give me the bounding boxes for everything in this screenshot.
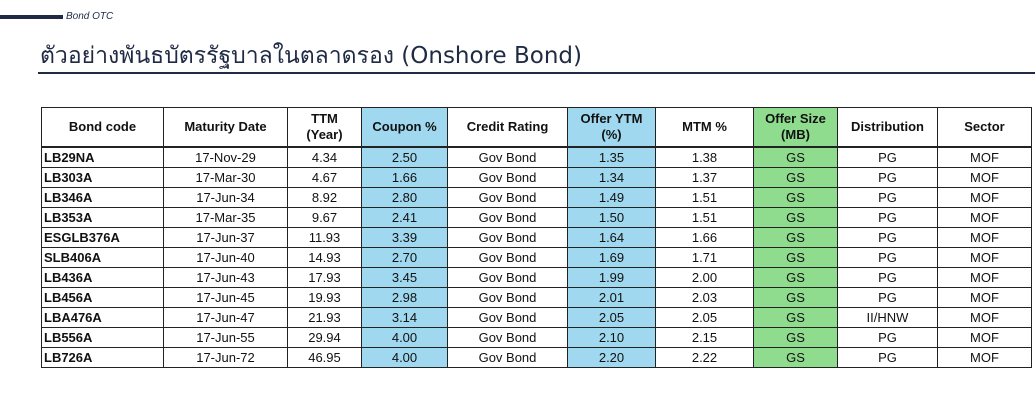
cell-bond-code: LB303A xyxy=(42,168,164,188)
column-header-text: Sector xyxy=(964,119,1005,134)
column-header-text: MTM % xyxy=(682,119,727,134)
cell-credit-rating: Gov Bond xyxy=(448,268,568,288)
column-header-ttm xyxy=(288,108,362,148)
cell-distribution: PG xyxy=(838,188,938,208)
column-header-text: Offer YTM xyxy=(580,111,643,126)
cell-credit-rating: Gov Bond xyxy=(448,168,568,188)
cell-distribution: PG xyxy=(838,248,938,268)
cell-ttm: 8.92 xyxy=(288,188,362,208)
cell-offer-size: GS xyxy=(754,208,838,228)
cell-offer-size: GS xyxy=(754,188,838,208)
cell-coupon: 3.39 xyxy=(362,228,448,248)
column-header-distribution xyxy=(838,108,938,148)
table-row xyxy=(42,168,1032,188)
cell-mtm: 2.03 xyxy=(656,288,754,308)
cell-offer-size: GS xyxy=(754,168,838,188)
cell-distribution: PG xyxy=(838,168,938,188)
cell-distribution: PG xyxy=(838,268,938,288)
cell-bond-code: LB456A xyxy=(42,288,164,308)
column-header-text: (Year) xyxy=(306,127,343,142)
table-body xyxy=(42,147,1032,368)
cell-offer-size: GS xyxy=(754,288,838,308)
section-label: Bond OTC xyxy=(66,11,114,22)
cell-maturity-date: 17-Jun-40 xyxy=(164,248,288,268)
header-accent-bar xyxy=(0,15,63,19)
cell-ttm: 19.93 xyxy=(288,288,362,308)
cell-bond-code: ESGLB376A xyxy=(42,228,164,248)
cell-maturity-date: 17-Jun-72 xyxy=(164,348,288,368)
column-header-offer-size xyxy=(754,108,838,148)
table-row xyxy=(42,348,1032,368)
table-row xyxy=(42,328,1032,348)
bond-table xyxy=(41,107,1032,368)
cell-maturity-date: 17-Jun-55 xyxy=(164,328,288,348)
cell-maturity-date: 17-Jun-34 xyxy=(164,188,288,208)
cell-coupon: 3.14 xyxy=(362,308,448,328)
cell-credit-rating: Gov Bond xyxy=(448,248,568,268)
column-header-text: Bond code xyxy=(68,119,137,134)
cell-ttm: 4.34 xyxy=(288,147,362,168)
cell-maturity-date: 17-Jun-43 xyxy=(164,268,288,288)
cell-distribution: PG xyxy=(838,288,938,308)
table-row xyxy=(42,288,1032,308)
cell-maturity-date: 17-Jun-45 xyxy=(164,288,288,308)
column-header-credit-rating xyxy=(448,108,568,148)
cell-distribution: II/HNW xyxy=(838,308,938,328)
cell-mtm: 2.00 xyxy=(656,268,754,288)
column-header-sector xyxy=(938,108,1032,148)
table-header-row xyxy=(42,108,1032,148)
table-row xyxy=(42,308,1032,328)
cell-distribution: PG xyxy=(838,228,938,248)
cell-credit-rating: Gov Bond xyxy=(448,348,568,368)
cell-offer-ytm: 1.50 xyxy=(568,208,656,228)
cell-ttm: 29.94 xyxy=(288,328,362,348)
cell-ttm: 4.67 xyxy=(288,168,362,188)
title-divider xyxy=(38,72,1035,74)
cell-credit-rating: Gov Bond xyxy=(448,147,568,168)
cell-sector: MOF xyxy=(938,268,1032,288)
column-header-coupon xyxy=(362,108,448,148)
column-header-text: Distribution xyxy=(851,119,924,134)
column-header-text: (MB) xyxy=(781,127,810,142)
table-row xyxy=(42,147,1032,168)
cell-distribution: PG xyxy=(838,208,938,228)
cell-mtm: 2.15 xyxy=(656,328,754,348)
cell-credit-rating: Gov Bond xyxy=(448,328,568,348)
cell-ttm: 21.93 xyxy=(288,308,362,328)
cell-bond-code: SLB406A xyxy=(42,248,164,268)
cell-sector: MOF xyxy=(938,168,1032,188)
cell-bond-code: LB29NA xyxy=(42,147,164,168)
table-row xyxy=(42,228,1032,248)
cell-credit-rating: Gov Bond xyxy=(448,188,568,208)
cell-coupon: 4.00 xyxy=(362,348,448,368)
cell-mtm: 1.51 xyxy=(656,188,754,208)
cell-offer-size: GS xyxy=(754,328,838,348)
cell-bond-code: LB353A xyxy=(42,208,164,228)
cell-offer-ytm: 1.64 xyxy=(568,228,656,248)
cell-offer-ytm: 2.20 xyxy=(568,348,656,368)
cell-offer-size: GS xyxy=(754,147,838,168)
cell-ttm: 17.93 xyxy=(288,268,362,288)
cell-offer-size: GS xyxy=(754,308,838,328)
cell-offer-size: GS xyxy=(754,228,838,248)
cell-offer-size: GS xyxy=(754,248,838,268)
cell-maturity-date: 17-Nov-29 xyxy=(164,147,288,168)
cell-coupon: 1.66 xyxy=(362,168,448,188)
cell-mtm: 1.38 xyxy=(656,147,754,168)
table-row xyxy=(42,188,1032,208)
cell-bond-code: LBA476A xyxy=(42,308,164,328)
cell-coupon: 2.41 xyxy=(362,208,448,228)
cell-bond-code: LB436A xyxy=(42,268,164,288)
cell-offer-ytm: 1.49 xyxy=(568,188,656,208)
cell-offer-size: GS xyxy=(754,268,838,288)
cell-mtm: 1.66 xyxy=(656,228,754,248)
column-header-offer-ytm xyxy=(568,108,656,148)
column-header-text: Coupon % xyxy=(372,119,437,134)
cell-offer-ytm: 2.01 xyxy=(568,288,656,308)
cell-coupon: 3.45 xyxy=(362,268,448,288)
cell-distribution: PG xyxy=(838,348,938,368)
cell-coupon: 2.80 xyxy=(362,188,448,208)
column-header-maturity-date xyxy=(164,108,288,148)
cell-mtm: 1.37 xyxy=(656,168,754,188)
cell-maturity-date: 17-Mar-35 xyxy=(164,208,288,228)
table-row xyxy=(42,268,1032,288)
cell-bond-code: LB726A xyxy=(42,348,164,368)
cell-coupon: 2.98 xyxy=(362,288,448,308)
cell-sector: MOF xyxy=(938,188,1032,208)
cell-sector: MOF xyxy=(938,328,1032,348)
cell-sector: MOF xyxy=(938,228,1032,248)
cell-credit-rating: Gov Bond xyxy=(448,228,568,248)
cell-offer-size: GS xyxy=(754,348,838,368)
cell-offer-ytm: 2.10 xyxy=(568,328,656,348)
cell-mtm: 1.51 xyxy=(656,208,754,228)
column-header-text: Credit Rating xyxy=(466,119,549,134)
cell-offer-ytm: 1.34 xyxy=(568,168,656,188)
column-header-text: Offer Size xyxy=(765,111,826,126)
cell-sector: MOF xyxy=(938,348,1032,368)
table-row xyxy=(42,208,1032,228)
column-header-text: TTM xyxy=(311,111,338,126)
cell-sector: MOF xyxy=(938,288,1032,308)
cell-mtm: 1.71 xyxy=(656,248,754,268)
cell-offer-ytm: 2.05 xyxy=(568,308,656,328)
cell-offer-ytm: 1.35 xyxy=(568,147,656,168)
cell-offer-ytm: 1.99 xyxy=(568,268,656,288)
cell-maturity-date: 17-Mar-30 xyxy=(164,168,288,188)
cell-sector: MOF xyxy=(938,308,1032,328)
cell-ttm: 11.93 xyxy=(288,228,362,248)
cell-bond-code: LB346A xyxy=(42,188,164,208)
cell-credit-rating: Gov Bond xyxy=(448,288,568,308)
cell-coupon: 4.00 xyxy=(362,328,448,348)
column-header-text: (%) xyxy=(601,127,622,142)
cell-offer-ytm: 1.69 xyxy=(568,248,656,268)
cell-ttm: 9.67 xyxy=(288,208,362,228)
column-header-bond-code xyxy=(42,108,164,148)
cell-mtm: 2.22 xyxy=(656,348,754,368)
table-row xyxy=(42,248,1032,268)
cell-sector: MOF xyxy=(938,248,1032,268)
column-header-mtm xyxy=(656,108,754,148)
cell-sector: MOF xyxy=(938,208,1032,228)
cell-ttm: 14.93 xyxy=(288,248,362,268)
cell-coupon: 2.50 xyxy=(362,147,448,168)
cell-ttm: 46.95 xyxy=(288,348,362,368)
cell-distribution: PG xyxy=(838,147,938,168)
cell-bond-code: LB556A xyxy=(42,328,164,348)
cell-credit-rating: Gov Bond xyxy=(448,208,568,228)
cell-maturity-date: 17-Jun-47 xyxy=(164,308,288,328)
cell-mtm: 2.05 xyxy=(656,308,754,328)
cell-coupon: 2.70 xyxy=(362,248,448,268)
column-header-text: Maturity Date xyxy=(184,119,267,134)
cell-credit-rating: Gov Bond xyxy=(448,308,568,328)
page-title: ตัวอย่างพันธบัตรรัฐบาลในตลาดรอง (Onshore Bond) xyxy=(40,43,582,69)
cell-sector: MOF xyxy=(938,147,1032,168)
cell-distribution: PG xyxy=(838,328,938,348)
cell-maturity-date: 17-Jun-37 xyxy=(164,228,288,248)
